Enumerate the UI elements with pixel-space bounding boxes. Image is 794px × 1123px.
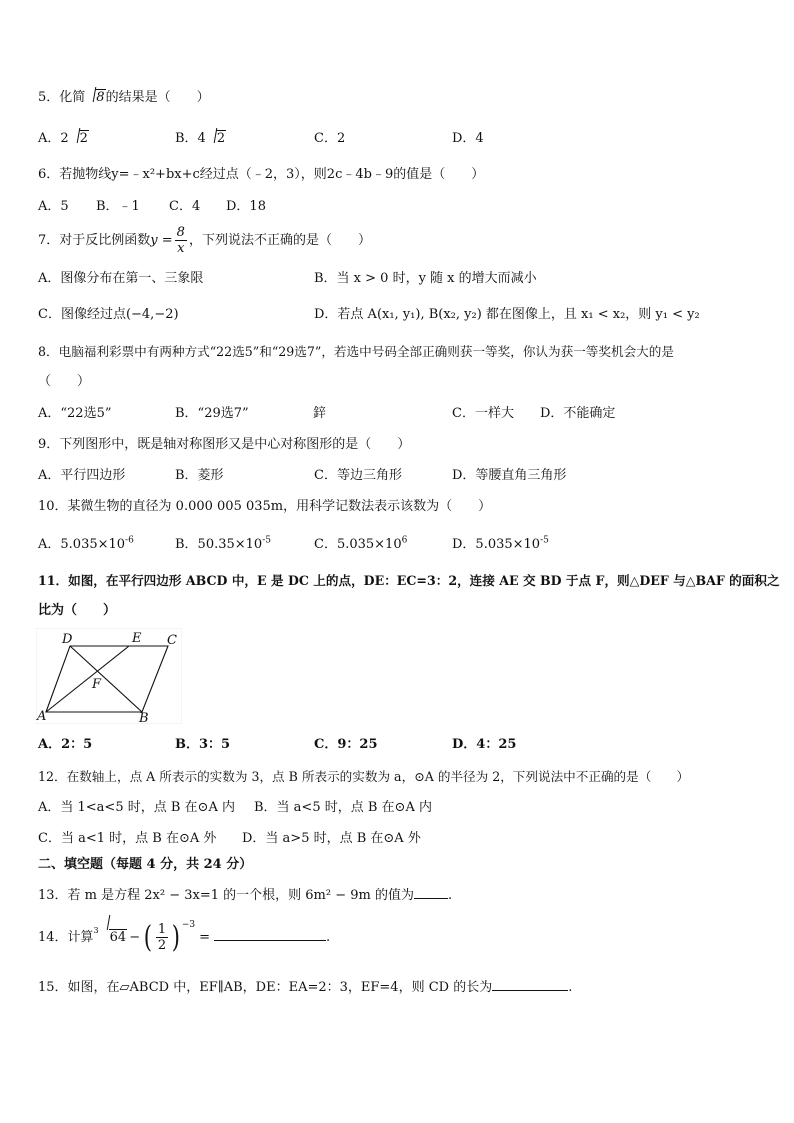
q11-options <box>38 735 758 755</box>
q5-option-c: C．2 <box>314 131 346 146</box>
q9-option-d: D．等腰直角三角形 <box>452 468 567 483</box>
q9-option-a: A．平行四边形 <box>38 468 126 483</box>
q8-option-c: C．一样大 <box>452 406 514 421</box>
q15-stem-post: . <box>568 980 573 995</box>
q10-options <box>38 535 758 555</box>
q9-option-b: B．菱形 <box>175 468 224 483</box>
q13-answer-blank[interactable] <box>414 884 448 899</box>
q5-option-a: A．2 2 <box>38 129 89 149</box>
q7-y: y = <box>150 233 173 248</box>
q6-stem: 6．若抛物线y=﹣x²+bx+c经过点（﹣2，3），则2c﹣4b﹣9的值是（ ） <box>38 167 485 182</box>
q7-stem-pre: 7．对于反比例函数 <box>38 233 151 248</box>
q7-options-ab <box>38 269 758 289</box>
q5-stem <box>38 88 210 108</box>
q13-stem <box>38 884 452 904</box>
q10-option-c: C．$5.035\times 10^6$ <box>314 535 408 552</box>
q11-option-a: A．2：5 <box>38 737 93 752</box>
q10-option-b: B．$50.35\times 10^{-5}$ <box>175 535 271 552</box>
q6-option-b: B．﹣1 <box>96 199 140 214</box>
q12-options-cd <box>38 829 758 849</box>
q9-stem: 9．下列图形中，既是轴对称图形又是中心对称图形的是（ ） <box>38 437 411 452</box>
q11-stem-line2: 比为（ ） <box>38 603 117 618</box>
q8-option-a: A．“22选5” <box>38 406 112 421</box>
q14-stem <box>38 916 330 960</box>
q11-option-b: B．3：5 <box>175 737 231 752</box>
q9-option-c: C．等边三角形 <box>314 468 402 483</box>
q11-label-e: E <box>132 631 142 646</box>
q5-stem-post: 的结果是（ ） <box>105 90 210 105</box>
q11-figure-frame <box>36 628 182 724</box>
q8-stem-line1: 8．电脑福利彩票中有两种方式“22选5”和“29选7”，若选中号码全部正确则获一等奖，你认为获一等奖机会大的是 <box>38 344 674 359</box>
q11-label-d: D <box>62 632 73 647</box>
q6-option-d: D．18 <box>226 199 266 214</box>
q15-stem <box>38 976 572 996</box>
q11-label-a: A <box>37 709 47 724</box>
q5-option-b: B．4 2 <box>175 129 226 149</box>
q14-minus: − <box>129 930 141 945</box>
q13-stem-post: . <box>447 888 453 903</box>
q6-options <box>38 197 438 217</box>
q7-option-d: D．若点 A(x₁, y₁), B(x₂, y₂) 都在图像上，且 x₁ < x₂，则 y₁ < y₂ <box>314 307 700 322</box>
q11-parallelogram-figure <box>36 628 182 724</box>
q7-fraction: $\frac{8}{x}$ <box>176 225 185 256</box>
q14-stem-pre: 14．计算 <box>38 930 94 945</box>
q6-option-c: C．4 <box>169 199 201 214</box>
q14-cbrt <box>100 916 128 960</box>
section-fill-in-blank-heading: 二、填空题（每题 4 分，共 24 分） <box>38 857 253 872</box>
q7-option-a: A．图像分布在第一、三象限 <box>38 271 204 286</box>
q14-answer-blank[interactable] <box>214 926 326 941</box>
q11-label-f: F <box>92 677 102 692</box>
q12-option-b: B．当 a<5 时，点 B 在⊙A 内 <box>254 800 432 815</box>
q8-options <box>38 404 758 424</box>
q15-answer-blank[interactable] <box>492 976 568 991</box>
q6-option-a: A．5 <box>38 199 69 214</box>
q12-option-c: C．当 a<1 时，点 B 在⊙A 外 <box>38 831 217 846</box>
q8-option-b: B．“29选7” <box>175 406 249 421</box>
q14-fraction: $\frac{1}{2}$ <box>157 922 167 953</box>
q7-stem-post: ，下列说法不正确的是（ ） <box>188 233 371 248</box>
q7-stem <box>38 222 371 260</box>
q10-option-d: D．$5.035\times 10^{-5}$ <box>452 535 549 552</box>
q8-stem-line2: （ ） <box>38 374 91 389</box>
q12-stem: 12．在数轴上，点 A 所表示的实数为 3，点 B 所表示的实数为 a，⊙A 的半径为 2，下列说法中不正确的是（ ） <box>38 769 690 784</box>
q10-option-a: A．$5.035\times 10^{-6}$ <box>38 535 134 552</box>
q12-option-d: D．当 a>5 时，点 B 在⊙A 外 <box>242 831 421 846</box>
q7-option-b: B．当 x > 0 时，y 随 x 的增大而减小 <box>314 271 537 286</box>
q5-sqrt <box>86 88 105 108</box>
q8-extra-char: 鋅 <box>313 406 327 421</box>
q5-stem-pre: 5．化简 <box>38 90 86 105</box>
q12-option-a: A．当 1<a<5 时，点 B 在⊙A 内 <box>38 800 235 815</box>
q12-options-ab <box>38 798 758 818</box>
q14-stem-post: . <box>326 930 331 945</box>
q5-options <box>38 129 758 149</box>
q14-exponent: −3 <box>181 920 196 930</box>
q11-label-c: C <box>167 633 177 648</box>
q14-cbrt-index: 3 <box>93 926 99 935</box>
q8-option-d: D．不能确定 <box>540 406 616 421</box>
q9-options <box>38 466 758 486</box>
q5-option-d: D．4 <box>452 131 484 146</box>
q14-equals: = <box>199 930 210 945</box>
q7-options-cd <box>38 305 758 325</box>
q11-option-d: D．4：25 <box>452 737 517 752</box>
q11-option-c: C．9：25 <box>314 737 378 752</box>
q14-left-paren: ( <box>143 919 153 955</box>
q10-stem: 10．某微生物的直径为 0.000 005 035m，用科学记数法表示该数为（ ） <box>38 499 492 514</box>
q14-cbrt-radicand: 64 <box>109 930 127 945</box>
q15-stem-pre: 15．如图，在▱ABCD 中，EF∥AB，DE：EA=2：3，EF=4，则 CD 的长为 <box>38 980 493 995</box>
q14-right-paren: ) <box>171 919 181 955</box>
q11-stem-line1: 11．如图，在平行四边形 ABCD 中，E 是 DC 上的点，DE：EC=3：2，连接 AE 交 BD 于点 F，则△DEF 与△BAF 的面积之 <box>38 573 780 588</box>
q7-option-c: C．图像经过点(−4,−2) <box>38 307 179 322</box>
q11-label-b: B <box>139 711 149 724</box>
q5-radicand: 8 <box>96 90 105 105</box>
q13-stem-pre: 13．若 m 是方程 2x² − 3x=1 的一个根，则 6m² − 9m 的值为 <box>38 888 414 903</box>
